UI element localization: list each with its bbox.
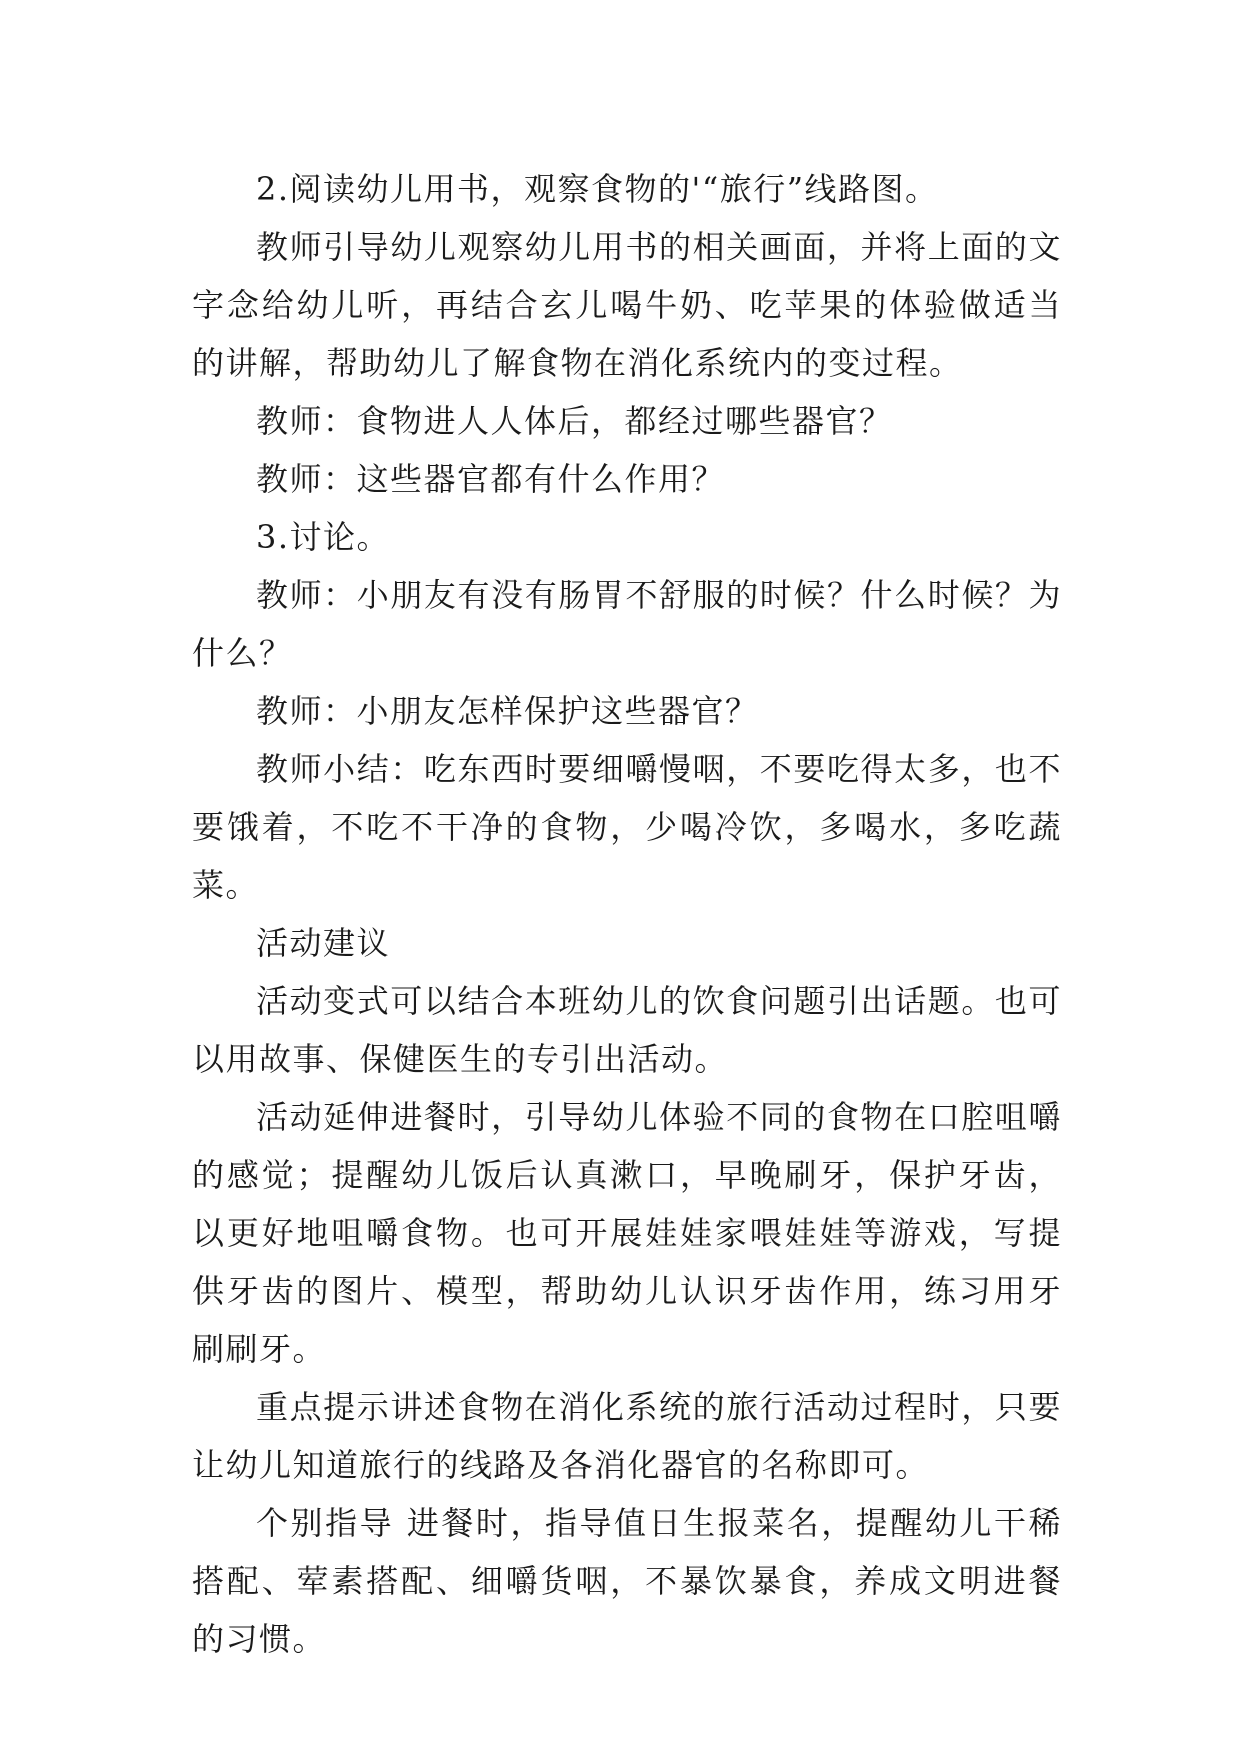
paragraph-question-functions: 教师：这些器官都有什么作用？ xyxy=(256,460,726,498)
document-body xyxy=(192,160,1062,1668)
paragraph-step-2-heading: 2.阅读幼儿用书，观察食物的'“旅行”线路图。 xyxy=(256,170,939,208)
paragraph-activity-extension: 活动延伸进餐时，引导幼儿体验不同的食物在口腔咀嚼的感觉；提醒幼儿饭后认真漱口，早晚刷牙，保护牙齿，以更好地咀嚼食物。也可开展娃娃家喂娃娃等游戏，写提供牙齿的图片、模型，帮助幼儿认识牙齿作用，练习用牙刷刷牙。 xyxy=(192,1098,1062,1368)
paragraph-individual-guidance: 个别指导 进餐时，指导值日生报菜名，提醒幼儿干稀搭配、荤素搭配、细嚼货咽，不暴饮暴食，养成文明进餐的习惯。 xyxy=(192,1504,1062,1658)
paragraph-activity-variation: 活动变式可以结合本班幼儿的饮食问题引出话题。也可以用故事、保健医生的专引出活动。 xyxy=(192,982,1062,1078)
paragraph-question-organs: 教师：食物进人人体后，都经过哪些器官？ xyxy=(256,402,893,440)
paragraph-question-discomfort: 教师：小朋友有没有肠胃不舒服的时候？什么时候？为什么？ xyxy=(192,576,1062,672)
paragraph-activity-suggestions-heading: 活动建议 xyxy=(256,924,391,962)
paragraph-step-3-heading: 3.讨论。 xyxy=(256,518,391,556)
paragraph-key-tips: 重点提示讲述食物在消化系统的旅行活动过程时，只要让幼儿知道旅行的线路及各消化器官的名称即可。 xyxy=(192,1388,1062,1484)
paragraph-teacher-guidance: 教师引导幼儿观察幼儿用书的相关画面，并将上面的文字念给幼儿听，再结合玄儿喝牛奶、吃苹果的体验做适当的讲解，帮助幼儿了解食物在消化系统内的变过程。 xyxy=(192,228,1062,382)
paragraph-teacher-summary: 教师小结：吃东西时要细嚼慢咽，不要吃得太多，也不要饿着，不吃不干净的食物，少喝冷饮，多喝水，多吃蔬菜。 xyxy=(192,750,1062,904)
paragraph-question-protect: 教师：小朋友怎样保护这些器官？ xyxy=(256,692,759,730)
